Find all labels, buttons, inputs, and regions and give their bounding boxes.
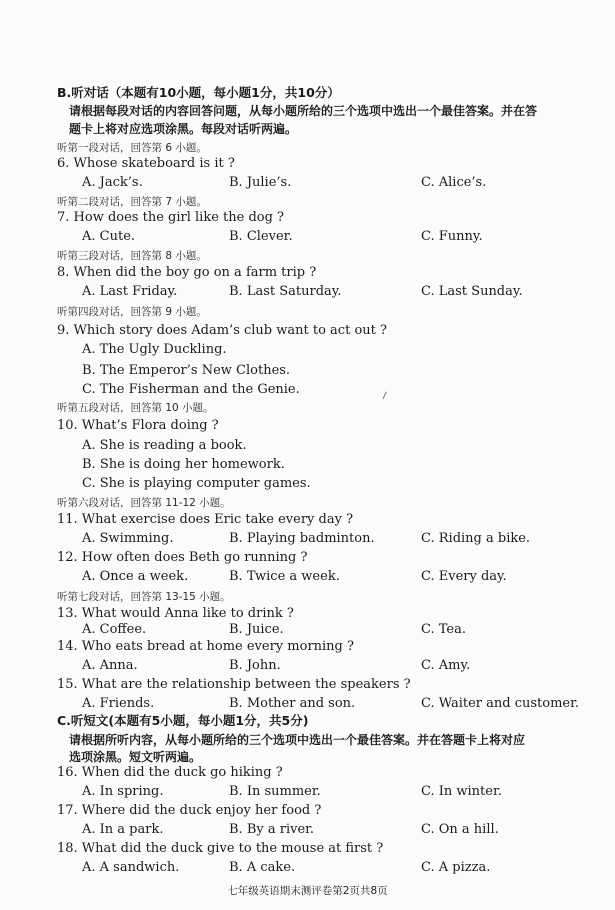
option-a: A. A sandwich. <box>82 860 180 875</box>
option-a: A. She is reading a book. <box>82 438 247 453</box>
section-b-title: B.听对话（本题有10小题，每小题1分，共10分） <box>57 85 340 100</box>
option-b: B. Last Saturday. <box>229 284 342 299</box>
option-b: B. In summer. <box>229 784 321 799</box>
option-c: C. Alice’s. <box>421 175 487 190</box>
dialogue-intro: 听第四段对话，回答第 9 小题。 <box>57 306 207 318</box>
dialogue-intro: 听第五段对话，回答第 10 小题。 <box>57 402 214 414</box>
question-text: 13. What would Anna like to drink ? <box>57 606 294 621</box>
option-b: B. A cake. <box>229 860 296 875</box>
question-text: 10. What’s Flora doing ? <box>57 418 219 433</box>
dialogue-intro: 听第一段对话，回答第 6 小题。 <box>57 142 207 154</box>
option-a: A. Jack’s. <box>82 175 143 190</box>
question-text: 17. Where did the duck enjoy her food ? <box>57 803 322 818</box>
dialogue-intro: 听第三段对话，回答第 8 小题。 <box>57 250 207 262</box>
question-text: 15. What are the relationship between the speakers ? <box>57 677 411 692</box>
option-c: C. She is playing computer games. <box>82 476 311 491</box>
question-text: 8. When did the boy go on a farm trip ? <box>57 265 317 280</box>
question-text: 9. Which story does Adam’s club want to act out ? <box>57 323 387 338</box>
option-c: C. Funny. <box>421 229 483 244</box>
option-b: B. She is doing her homework. <box>82 457 285 472</box>
option-a: A. Last Friday. <box>82 284 178 299</box>
option-b: B. The Emperor’s New Clothes. <box>82 363 291 378</box>
option-a: A. In spring. <box>82 784 164 799</box>
option-a: A. Anna. <box>82 658 138 673</box>
stray-pen-mark <box>382 392 389 401</box>
option-b: B. Twice a week. <box>229 569 340 584</box>
option-b: B. John. <box>229 658 281 673</box>
option-c: C. The Fisherman and the Genie. <box>82 382 300 397</box>
option-a: A. Swimming. <box>82 531 174 546</box>
option-c: C. On a hill. <box>421 822 499 837</box>
option-a: A. Coffee. <box>82 622 147 637</box>
option-c: C. Every day. <box>421 569 507 584</box>
section-b-instruction-2: 题卡上将对应选项涂黑。每段对话听两遍。 <box>69 122 298 136</box>
dialogue-intro: 听第六段对话，回答第 11-12 小题。 <box>57 497 231 509</box>
section-c-instruction-2: 选项涂黑。短文听两遍。 <box>69 750 202 764</box>
option-b: B. Mother and son. <box>229 696 356 711</box>
option-a: A. Once a week. <box>82 569 189 584</box>
question-text: 16. When did the duck go hiking ? <box>57 765 283 780</box>
page-footer: 七年级英语期末测评卷第2页共8页 <box>227 885 388 897</box>
option-a: A. In a park. <box>82 822 164 837</box>
option-b: B. Clever. <box>229 229 293 244</box>
option-c: C. In winter. <box>421 784 502 799</box>
question-text: 12. How often does Beth go running ? <box>57 550 308 565</box>
option-b: B. Playing badminton. <box>229 531 375 546</box>
option-c: C. Waiter and customer. <box>421 696 580 711</box>
question-text: 7. How does the girl like the dog ? <box>57 210 285 225</box>
option-c: C. Tea. <box>421 622 466 637</box>
question-text: 6. Whose skateboard is it ? <box>57 156 235 171</box>
dialogue-intro: 听第七段对话，回答第 13-15 小题。 <box>57 591 231 603</box>
option-b: B. Julie’s. <box>229 175 292 190</box>
option-c: C. A pizza. <box>421 860 491 875</box>
option-b: B. By a river. <box>229 822 315 837</box>
option-a: A. The Ugly Duckling. <box>82 342 227 357</box>
question-text: 14. Who eats bread at home every morning ? <box>57 639 354 654</box>
option-c: C. Amy. <box>421 658 471 673</box>
section-c-instruction-1: 请根据所听内容，从每小题所给的三个选项中选出一个最佳答案。并在答题卡上将对应 <box>69 733 526 747</box>
option-a: A. Cute. <box>82 229 136 244</box>
option-a: A. Friends. <box>82 696 155 711</box>
section-c-title: C.听短文(本题有5小题，每小题1分，共5分) <box>57 713 309 728</box>
dialogue-intro: 听第二段对话，回答第 7 小题。 <box>57 196 207 208</box>
option-c: C. Riding a bike. <box>421 531 531 546</box>
question-text: 18. What did the duck give to the mouse at first ? <box>57 841 384 856</box>
option-c: C. Last Sunday. <box>421 284 523 299</box>
section-b-instruction-1: 请根据每段对话的内容回答问题，从每小题所给的三个选项中选出一个最佳答案。并在答 <box>69 104 538 118</box>
option-b: B. Juice. <box>229 622 284 637</box>
question-text: 11. What exercise does Eric take every day ? <box>57 512 354 527</box>
